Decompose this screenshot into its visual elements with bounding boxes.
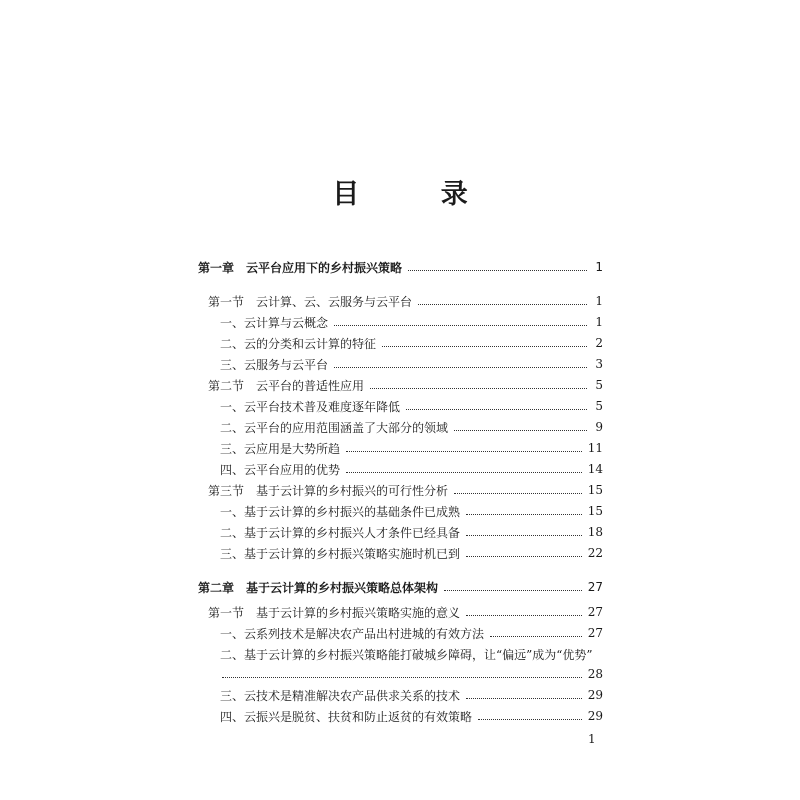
toc-entry-label: 四、云振兴是脱贫、扶贫和防止返贫的有效策略 — [220, 709, 473, 724]
toc-entry-page: 29 — [587, 688, 603, 702]
dot-leader — [406, 408, 587, 410]
dot-leader — [478, 718, 582, 720]
toc-entry-chapter — [198, 257, 603, 277]
toc-entry-page: 2 — [595, 336, 603, 350]
toc-entry-item — [198, 438, 603, 458]
toc-entry-label: 二、云平台的应用范围涵盖了大部分的领域 — [220, 420, 449, 435]
toc-entry-page: 3 — [595, 357, 603, 371]
toc-entry-label: 三、云应用是大势所趋 — [220, 441, 341, 456]
dot-leader — [222, 676, 582, 678]
toc-entry-label: 一、基于云计算的乡村振兴的基础条件已成熟 — [220, 504, 461, 519]
toc-entry-item — [198, 706, 603, 726]
dot-leader — [408, 269, 587, 271]
toc-entry-page: 15 — [587, 483, 603, 497]
toc-entry-label: 第一节 云计算、云、云服务与云平台 — [208, 294, 413, 309]
dot-leader — [454, 429, 587, 431]
page-number: 1 — [588, 732, 596, 746]
dot-leader — [382, 345, 587, 347]
toc-entry-page: 9 — [595, 420, 603, 434]
dot-leader — [466, 513, 582, 515]
toc-entry-label: 三、云技术是精准解决农产品供求关系的技术 — [220, 688, 461, 703]
toc-entry-item — [198, 396, 603, 416]
toc-entry-label: 二、基于云计算的乡村振兴策略能打破城乡障碍，让“偏远”成为“优势” — [220, 647, 593, 662]
toc-entry-item — [198, 522, 603, 542]
toc-entry-item — [198, 543, 603, 563]
toc-entry-label: 一、云平台技术普及难度逐年降低 — [220, 399, 401, 414]
dot-leader — [454, 492, 582, 494]
toc-entry-page: 22 — [587, 546, 603, 560]
toc-entry-page: 28 — [587, 667, 603, 681]
toc-entry-sec — [198, 480, 603, 500]
toc-entry-page: 29 — [587, 709, 603, 723]
toc-entry-label: 第一节 基于云计算的乡村振兴策略实施的意义 — [208, 605, 461, 620]
toc-entry-label: 一、云计算与云概念 — [220, 315, 329, 330]
toc-entry-label: 第二章 基于云计算的乡村振兴策略总体架构 — [198, 580, 439, 595]
toc-entry-page: 1 — [595, 260, 603, 274]
toc-entry-item — [198, 685, 603, 705]
toc-entry-page: 14 — [587, 462, 603, 476]
toc-entry-sec — [198, 291, 603, 311]
dot-leader — [370, 387, 587, 389]
toc-entry-page: 27 — [587, 626, 603, 640]
dot-leader — [346, 471, 582, 473]
toc-entry-page: 11 — [587, 441, 603, 455]
toc-entry-dotsonly — [198, 664, 603, 684]
toc-entry-page: 5 — [595, 399, 603, 413]
toc-entry-label: 第三节 基于云计算的乡村振兴的可行性分析 — [208, 483, 449, 498]
dot-leader — [418, 303, 587, 305]
dot-leader — [346, 450, 582, 452]
toc-entry-item — [198, 417, 603, 437]
toc-entry-item — [198, 333, 603, 353]
toc-entry-label: 第一章 云平台应用下的乡村振兴策略 — [198, 260, 403, 275]
toc-entry-page: 5 — [595, 378, 603, 392]
toc-entry-item — [198, 312, 603, 332]
dot-leader — [466, 555, 582, 557]
dot-leader — [444, 589, 582, 591]
toc-entry-sec — [198, 375, 603, 395]
toc-entry-page: 18 — [587, 525, 603, 539]
toc-entry-label: 第二节 云平台的普适性应用 — [208, 378, 365, 393]
toc-entry-page: 15 — [587, 504, 603, 518]
toc-entry-label: 一、云系列技术是解决农产品出村进城的有效方法 — [220, 626, 485, 641]
toc-entry-label: 三、云服务与云平台 — [220, 357, 329, 372]
toc-entry-item — [198, 623, 603, 643]
toc-entry-label: 三、基于云计算的乡村振兴策略实施时机已到 — [220, 546, 461, 561]
toc-entry-label: 二、基于云计算的乡村振兴人才条件已经具备 — [220, 525, 461, 540]
toc-entry-item — [198, 459, 603, 479]
toc-entry-item — [198, 354, 603, 374]
dot-leader — [334, 324, 587, 326]
dot-leader — [334, 366, 587, 368]
dot-leader — [490, 635, 582, 637]
toc-entry-chapter — [198, 577, 603, 597]
dot-leader — [466, 614, 582, 616]
toc-entry-label: 四、云平台应用的优势 — [220, 462, 341, 477]
toc-entry-sec — [198, 602, 603, 622]
dot-leader — [466, 697, 582, 699]
page-title: 目 录 — [332, 179, 504, 210]
toc-entry-cont — [198, 644, 603, 664]
toc-entry-item — [198, 501, 603, 521]
toc-entry-page: 27 — [587, 605, 603, 619]
toc-entry-label: 二、云的分类和云计算的特征 — [220, 336, 377, 351]
toc-entry-page: 27 — [587, 580, 603, 594]
toc-entry-page: 1 — [595, 294, 603, 308]
dot-leader — [466, 534, 582, 536]
toc-entry-page: 1 — [595, 315, 603, 329]
